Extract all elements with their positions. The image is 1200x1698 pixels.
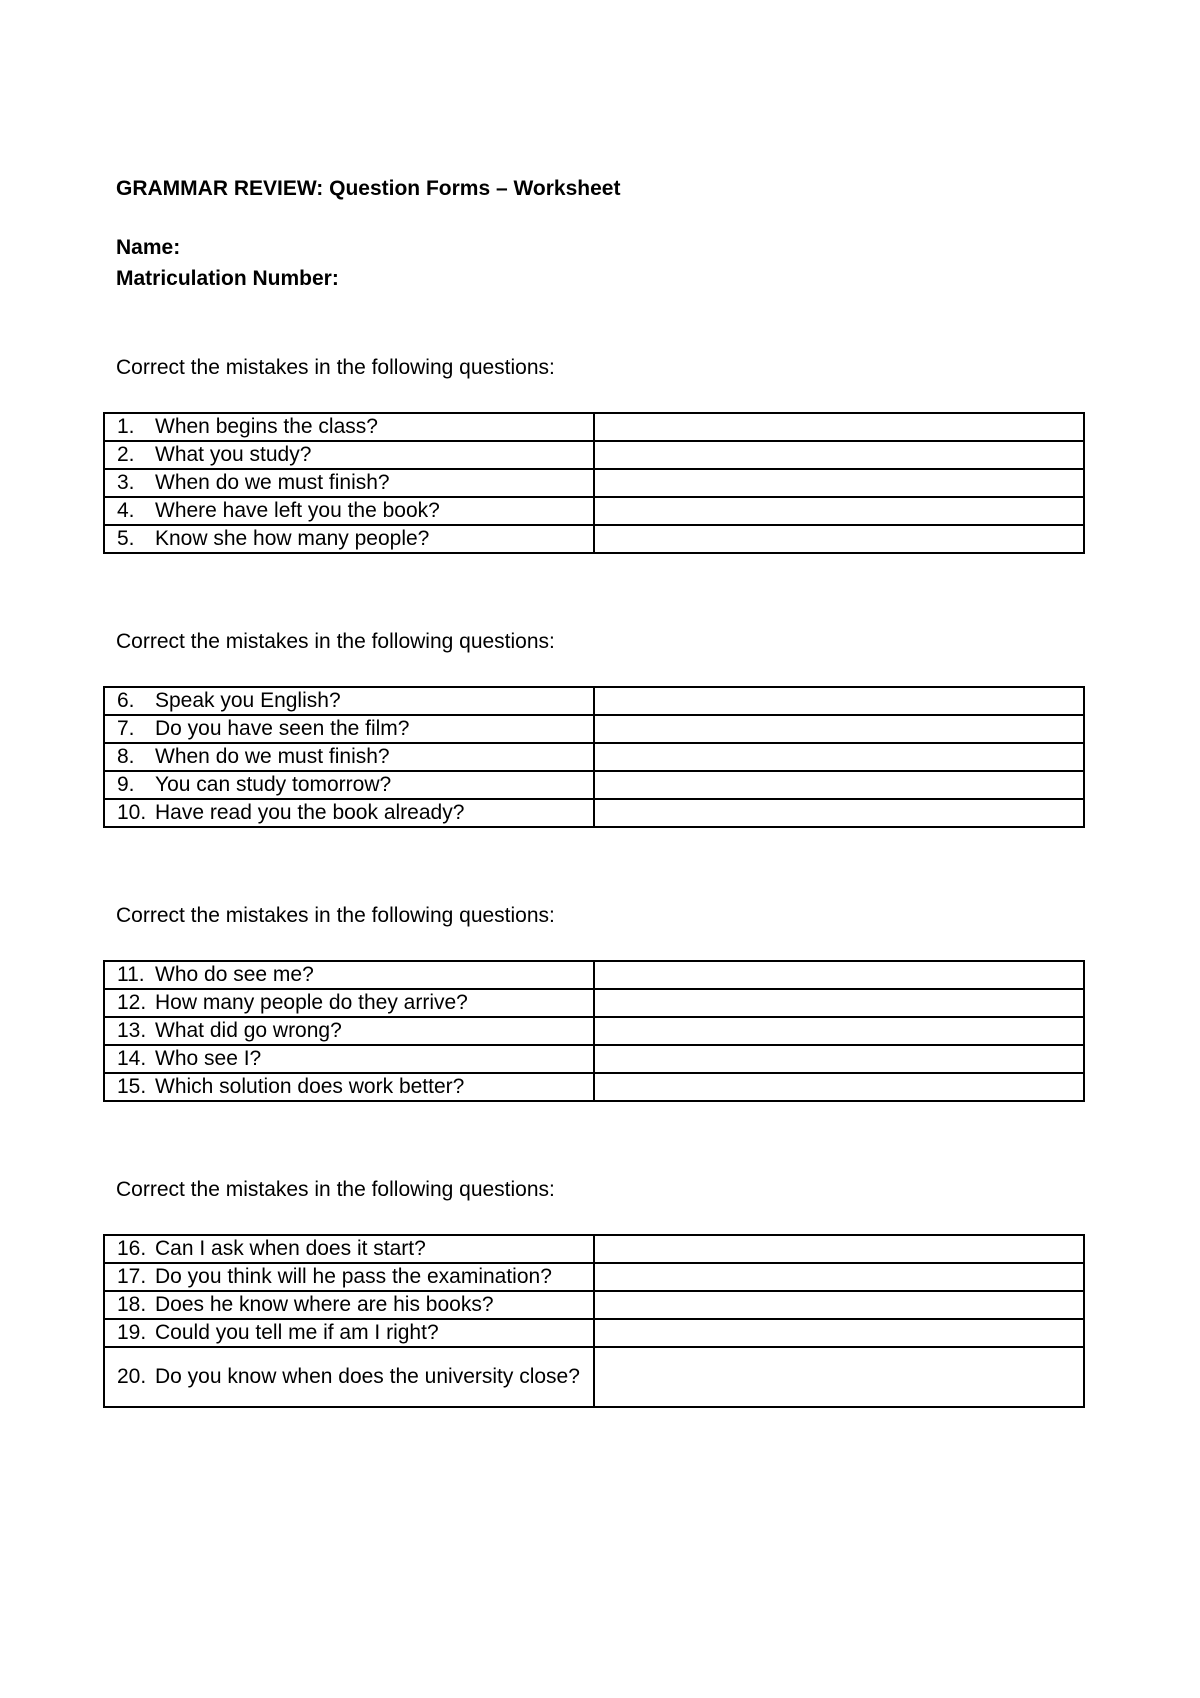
table-row [104,1291,1084,1319]
table-row [104,497,1084,525]
question-text: Do you think will he pass the examination? [155,1265,552,1288]
matriculation-number-label: Matriculation Number: [116,267,339,290]
question-number: 7. [117,717,135,740]
question-text: Could you tell me if am I right? [155,1321,439,1344]
table-row [104,1347,1084,1407]
section-2-table [103,686,1085,828]
section-1-instruction: Correct the mistakes in the following questions: [116,356,555,379]
question-number: 1. [117,415,135,438]
question-text: You can study tomorrow? [155,773,392,796]
question-number: 11. [117,963,145,986]
question-cell [104,1291,594,1319]
table-row [104,687,1084,715]
section-3-instruction: Correct the mistakes in the following questions: [116,904,555,927]
question-number: 10. [117,801,147,824]
question-text: What you study? [155,443,312,466]
answer-cell[interactable] [594,497,1084,525]
question-cell [104,1045,594,1073]
table-row [104,771,1084,799]
question-number: 15. [117,1075,147,1098]
question-cell [104,413,594,441]
answer-cell[interactable] [594,525,1084,553]
question-text: Know she how many people? [155,527,430,550]
question-number: 6. [117,689,135,712]
answer-cell[interactable] [594,1045,1084,1073]
question-cell [104,1263,594,1291]
table-row [104,799,1084,827]
answer-cell[interactable] [594,989,1084,1017]
answer-cell[interactable] [594,1319,1084,1347]
question-cell [104,989,594,1017]
answer-cell[interactable] [594,1073,1084,1101]
question-cell [104,743,594,771]
table-row [104,1235,1084,1263]
question-number: 12. [117,991,147,1014]
question-text: Does he know where are his books? [155,1293,494,1316]
question-number: 4. [117,499,135,522]
question-text: Do you know when does the university close? [155,1365,580,1388]
question-number: 16. [117,1237,147,1260]
table-row [104,989,1084,1017]
answer-cell[interactable] [594,715,1084,743]
question-number: 17. [117,1265,147,1288]
worksheet-title: GRAMMAR REVIEW: Question Forms – Worksheet [116,177,621,200]
question-number: 5. [117,527,135,550]
answer-cell[interactable] [594,1235,1084,1263]
question-text: How many people do they arrive? [155,991,468,1014]
question-text: When do we must finish? [155,471,390,494]
question-number: 20. [117,1365,147,1388]
answer-cell[interactable] [594,743,1084,771]
question-text: Where have left you the book? [155,499,440,522]
answer-cell[interactable] [594,1291,1084,1319]
table-row [104,743,1084,771]
question-text: When begins the class? [155,415,378,438]
answer-cell[interactable] [594,1017,1084,1045]
answer-cell[interactable] [594,771,1084,799]
table-row [104,715,1084,743]
question-text: Have read you the book already? [155,801,465,824]
answer-cell[interactable] [594,687,1084,715]
section-2-instruction: Correct the mistakes in the following questions: [116,630,555,653]
table-row [104,1319,1084,1347]
question-cell [104,1319,594,1347]
question-cell [104,715,594,743]
question-text: Who see I? [155,1047,262,1070]
question-cell [104,771,594,799]
question-number: 13. [117,1019,147,1042]
question-number: 9. [117,773,135,796]
question-cell [104,1017,594,1045]
question-cell [104,1073,594,1101]
question-cell [104,1235,594,1263]
question-text: Do you have seen the film? [155,717,410,740]
question-text: Who do see me? [155,963,314,986]
question-number: 19. [117,1321,147,1344]
section-3-table [103,960,1085,1102]
question-text: When do we must finish? [155,745,390,768]
question-cell [104,497,594,525]
question-number: 14. [117,1047,147,1070]
question-text: Which solution does work better? [155,1075,465,1098]
section-1-table [103,412,1085,554]
table-row [104,1073,1084,1101]
answer-cell[interactable] [594,799,1084,827]
question-text: Can I ask when does it start? [155,1237,426,1260]
answer-cell[interactable] [594,441,1084,469]
table-row [104,961,1084,989]
question-cell [104,961,594,989]
question-cell [104,525,594,553]
answer-cell[interactable] [594,413,1084,441]
answer-cell[interactable] [594,1347,1084,1407]
table-row [104,1045,1084,1073]
question-cell [104,687,594,715]
name-label: Name: [116,236,181,259]
table-row [104,441,1084,469]
table-row [104,525,1084,553]
answer-cell[interactable] [594,961,1084,989]
question-text: Speak you English? [155,689,341,712]
table-row [104,469,1084,497]
section-4-instruction: Correct the mistakes in the following questions: [116,1178,555,1201]
question-number: 8. [117,745,135,768]
answer-cell[interactable] [594,469,1084,497]
section-4-table [103,1234,1085,1408]
table-row [104,413,1084,441]
table-row [104,1017,1084,1045]
question-number: 18. [117,1293,147,1316]
question-text: What did go wrong? [155,1019,342,1042]
question-cell [104,1347,594,1407]
table-row [104,1263,1084,1291]
question-number: 3. [117,471,135,494]
answer-cell[interactable] [594,1263,1084,1291]
question-cell [104,799,594,827]
question-cell [104,441,594,469]
question-cell [104,469,594,497]
question-number: 2. [117,443,135,466]
